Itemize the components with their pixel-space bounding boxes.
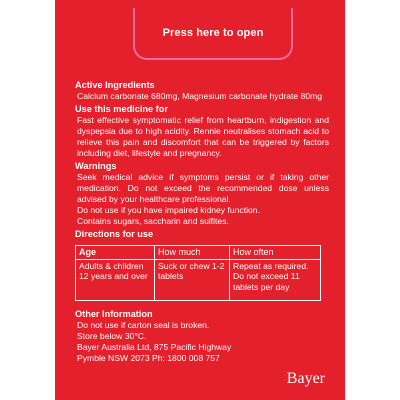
warnings-heading: Warnings [75, 161, 117, 171]
warnings-text: Seek medical advice if symptoms persist or if taking other medication. Do not exceed the recommended dose unless advised by your healthcare professional. [77, 172, 329, 204]
press-to-open-tab[interactable] [133, 8, 293, 60]
other-info-heading: Other Information [75, 308, 153, 319]
other-info-line-phone: Pymble NSW 2073 Ph: 1800 008 757 [77, 352, 220, 363]
cell-how-often: Repeat as required. Do not exceed 11 tablets per day [230, 259, 321, 300]
label-text-block [75, 80, 329, 364]
carton-back-panel [55, 0, 345, 400]
directions-heading: Directions for use [75, 229, 154, 239]
cell-age: Adults & children 12 years and over [76, 259, 155, 300]
other-info-line-address: Bayer Australia Ltd, 875 Pacific Highway [77, 341, 232, 352]
warnings-line-kidney: Do not use if you have impaired kidney function. [77, 205, 260, 215]
active-ingredients-line: Calcium carbonate 680mg, Magnesium carbonate hydrate 80mg [77, 91, 323, 101]
use-heading: Use this medicine for [75, 104, 168, 114]
col-how-often: How often [230, 246, 321, 260]
warnings-line-contains: Contains sugars, saccharin and sulfites. [77, 216, 229, 226]
bayer-logo: Bayer [286, 370, 325, 387]
other-info-line-store: Store below 30°C. [77, 330, 147, 341]
directions-row [76, 259, 321, 300]
press-to-open-label: Press here to open [162, 27, 264, 39]
col-how-much: How much [155, 246, 230, 260]
cell-how-much: Suck or chew 1-2 tablets [155, 259, 230, 300]
use-text: Fast effective symptomatic relief from heartburn, indigestion and dyspepsia due to high acidity. Rennie neutralises stomach acid to relieve this pain and discomfort that can be triggered by factors including diet, lifestyle and pregnancy. [77, 115, 329, 158]
directions-header-row [76, 246, 321, 260]
directions-table [75, 245, 321, 301]
active-ingredients-heading: Active Ingredients [75, 80, 155, 90]
other-info-line-seal: Do not use if carton seal is broken. [77, 319, 210, 330]
col-age: Age [76, 246, 155, 260]
